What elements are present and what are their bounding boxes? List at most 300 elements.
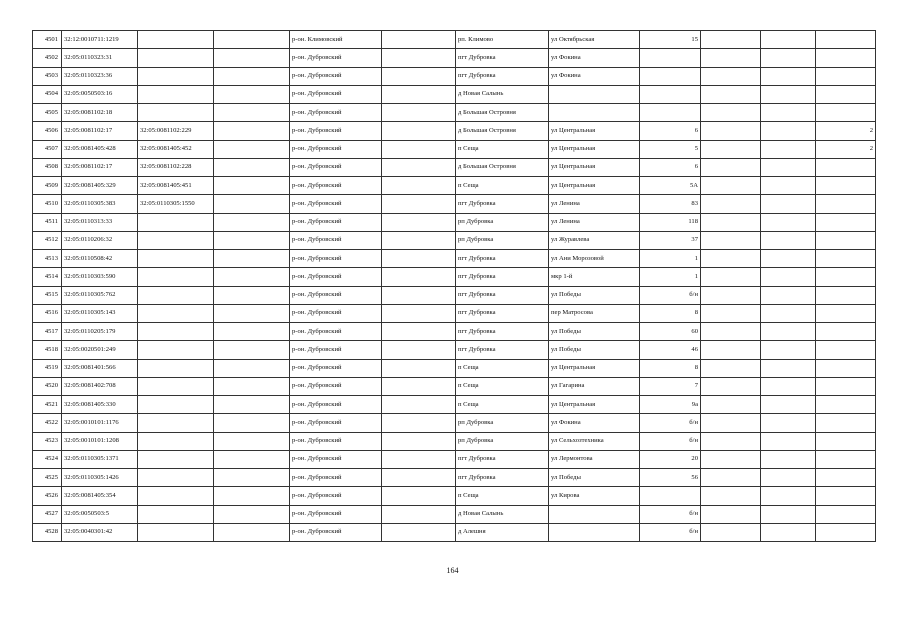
- empty-col-cell: [214, 158, 290, 176]
- table-row: [33, 104, 876, 122]
- extra-col-2-cell: [761, 85, 816, 103]
- locality-cell: п Сеща: [456, 140, 549, 158]
- parent-cadastral-number-cell: [138, 250, 214, 268]
- empty-col-2-cell: [382, 67, 456, 85]
- parent-cadastral-number-cell: [138, 377, 214, 395]
- house-number-cell: 20: [640, 450, 701, 468]
- cadastral-number-cell: 32:05:0081405:354: [62, 487, 138, 505]
- district-cell: р-он. Дубровский: [290, 122, 382, 140]
- house-number-cell: 83: [640, 195, 701, 213]
- district-cell: р-он. Дубровский: [290, 104, 382, 122]
- house-number-cell: 6: [640, 122, 701, 140]
- street-cell: ул Ани Морозовой: [549, 250, 640, 268]
- table-row: [33, 85, 876, 103]
- empty-col-2-cell: [382, 359, 456, 377]
- locality-cell: пгт Дубровка: [456, 286, 549, 304]
- empty-col-2-cell: [382, 523, 456, 541]
- table-row: [33, 268, 876, 286]
- empty-col-2-cell: [382, 432, 456, 450]
- cadastral-number-cell: 32:05:0050503:5: [62, 505, 138, 523]
- extra-col-1-cell: [701, 85, 761, 103]
- house-number-cell: 6: [640, 158, 701, 176]
- table-row: [33, 140, 876, 158]
- locality-cell: пгт Дубровка: [456, 304, 549, 322]
- extra-col-3-cell: [816, 414, 876, 432]
- extra-col-2-cell: [761, 122, 816, 140]
- district-cell: р-он. Дубровский: [290, 469, 382, 487]
- row-number-cell: 4522: [33, 414, 62, 432]
- extra-col-2-cell: [761, 432, 816, 450]
- empty-col-2-cell: [382, 31, 456, 49]
- parent-cadastral-number-cell: [138, 469, 214, 487]
- row-number-cell: 4515: [33, 286, 62, 304]
- parent-cadastral-number-cell: [138, 359, 214, 377]
- table-row: [33, 67, 876, 85]
- empty-col-cell: [214, 85, 290, 103]
- empty-col-2-cell: [382, 286, 456, 304]
- extra-col-1-cell: [701, 31, 761, 49]
- extra-col-1-cell: [701, 523, 761, 541]
- locality-cell: пгт Дубровка: [456, 49, 549, 67]
- extra-col-2-cell: [761, 359, 816, 377]
- district-cell: р-он. Дубровский: [290, 341, 382, 359]
- house-number-cell: 9а: [640, 396, 701, 414]
- empty-col-2-cell: [382, 231, 456, 249]
- cadastral-number-cell: 32:12:0010711:1219: [62, 31, 138, 49]
- empty-col-cell: [214, 450, 290, 468]
- row-number-cell: 4523: [33, 432, 62, 450]
- extra-col-1-cell: [701, 177, 761, 195]
- house-number-cell: 7: [640, 377, 701, 395]
- extra-col-3-cell: [816, 304, 876, 322]
- empty-col-cell: [214, 414, 290, 432]
- extra-col-3-cell: [816, 49, 876, 67]
- row-number-cell: 4501: [33, 31, 62, 49]
- house-number-cell: 56: [640, 469, 701, 487]
- row-number-cell: 4505: [33, 104, 62, 122]
- district-cell: р-он. Дубровский: [290, 432, 382, 450]
- extra-col-2-cell: [761, 323, 816, 341]
- registry-table-wrapper: [32, 30, 876, 542]
- extra-col-1-cell: [701, 158, 761, 176]
- district-cell: р-он. Дубровский: [290, 195, 382, 213]
- extra-col-2-cell: [761, 286, 816, 304]
- empty-col-2-cell: [382, 323, 456, 341]
- locality-cell: пгт Дубровка: [456, 250, 549, 268]
- extra-col-1-cell: [701, 67, 761, 85]
- street-cell: ул Фокина: [549, 414, 640, 432]
- empty-col-cell: [214, 104, 290, 122]
- empty-col-2-cell: [382, 85, 456, 103]
- cadastral-number-cell: 32:05:0110305:143: [62, 304, 138, 322]
- empty-col-cell: [214, 31, 290, 49]
- district-cell: р-он. Дубровский: [290, 49, 382, 67]
- empty-col-2-cell: [382, 414, 456, 432]
- cadastral-number-cell: 32:05:0081402:708: [62, 377, 138, 395]
- house-number-cell: б/н: [640, 286, 701, 304]
- extra-col-2-cell: [761, 377, 816, 395]
- extra-col-2-cell: [761, 231, 816, 249]
- locality-cell: д Большая Островня: [456, 158, 549, 176]
- empty-col-cell: [214, 195, 290, 213]
- extra-col-2-cell: [761, 414, 816, 432]
- table-row: [33, 323, 876, 341]
- empty-col-cell: [214, 377, 290, 395]
- table-row: [33, 487, 876, 505]
- table-row: [33, 341, 876, 359]
- empty-col-2-cell: [382, 177, 456, 195]
- table-row: [33, 469, 876, 487]
- locality-cell: пгт Дубровка: [456, 469, 549, 487]
- extra-col-1-cell: [701, 49, 761, 67]
- extra-col-3-cell: [816, 450, 876, 468]
- street-cell: [549, 104, 640, 122]
- extra-col-2-cell: [761, 140, 816, 158]
- locality-cell: пгт Дубровка: [456, 341, 549, 359]
- house-number-cell: б/н: [640, 432, 701, 450]
- house-number-cell: 1: [640, 268, 701, 286]
- house-number-cell: б/н: [640, 414, 701, 432]
- extra-col-1-cell: [701, 377, 761, 395]
- empty-col-2-cell: [382, 104, 456, 122]
- extra-col-3-cell: [816, 523, 876, 541]
- empty-col-2-cell: [382, 396, 456, 414]
- row-number-cell: 4509: [33, 177, 62, 195]
- district-cell: р-он. Дубровский: [290, 158, 382, 176]
- extra-col-1-cell: [701, 304, 761, 322]
- cadastral-number-cell: 32:05:0110323:31: [62, 49, 138, 67]
- extra-col-2-cell: [761, 341, 816, 359]
- cadastral-number-cell: 32:05:0110305:1426: [62, 469, 138, 487]
- street-cell: пер Матросова: [549, 304, 640, 322]
- extra-col-2-cell: [761, 195, 816, 213]
- extra-col-1-cell: [701, 396, 761, 414]
- house-number-cell: 8: [640, 359, 701, 377]
- row-number-cell: 4524: [33, 450, 62, 468]
- extra-col-1-cell: [701, 140, 761, 158]
- empty-col-2-cell: [382, 304, 456, 322]
- street-cell: ул Центральная: [549, 177, 640, 195]
- empty-col-2-cell: [382, 158, 456, 176]
- locality-cell: д Алешня: [456, 523, 549, 541]
- district-cell: р-он. Дубровский: [290, 359, 382, 377]
- district-cell: р-он. Дубровский: [290, 268, 382, 286]
- empty-col-2-cell: [382, 450, 456, 468]
- extra-col-2-cell: [761, 67, 816, 85]
- extra-col-1-cell: [701, 231, 761, 249]
- table-row: [33, 359, 876, 377]
- cadastral-number-cell: 32:05:0110305:383: [62, 195, 138, 213]
- district-cell: р-он. Дубровский: [290, 67, 382, 85]
- house-number-cell: б/н: [640, 505, 701, 523]
- cadastral-number-cell: 32:05:0081405:330: [62, 396, 138, 414]
- street-cell: ул Победы: [549, 323, 640, 341]
- empty-col-2-cell: [382, 195, 456, 213]
- street-cell: [549, 523, 640, 541]
- parent-cadastral-number-cell: [138, 432, 214, 450]
- extra-col-1-cell: [701, 286, 761, 304]
- extra-col-3-cell: [816, 432, 876, 450]
- street-cell: мкр 1-й: [549, 268, 640, 286]
- cadastral-number-cell: 32:05:0040301:42: [62, 523, 138, 541]
- cadastral-number-cell: 32:05:0081405:428: [62, 140, 138, 158]
- locality-cell: пгт Дубровка: [456, 67, 549, 85]
- table-row: [33, 304, 876, 322]
- parent-cadastral-number-cell: [138, 304, 214, 322]
- parent-cadastral-number-cell: 32:05:0110305:1550: [138, 195, 214, 213]
- house-number-cell: 37: [640, 231, 701, 249]
- parent-cadastral-number-cell: 32:05:0081102:228: [138, 158, 214, 176]
- extra-col-1-cell: [701, 414, 761, 432]
- empty-col-2-cell: [382, 505, 456, 523]
- street-cell: ул Центральная: [549, 359, 640, 377]
- row-number-cell: 4508: [33, 158, 62, 176]
- cadastral-number-cell: 32:05:0110205:179: [62, 323, 138, 341]
- street-cell: ул Победы: [549, 341, 640, 359]
- parent-cadastral-number-cell: [138, 341, 214, 359]
- empty-col-cell: [214, 523, 290, 541]
- district-cell: р-он. Дубровский: [290, 377, 382, 395]
- extra-col-1-cell: [701, 450, 761, 468]
- extra-col-2-cell: [761, 104, 816, 122]
- cadastral-number-cell: 32:05:0020501:249: [62, 341, 138, 359]
- locality-cell: рп Дубровка: [456, 231, 549, 249]
- district-cell: р-он. Дубровский: [290, 450, 382, 468]
- cadastral-number-cell: 32:05:0110206:32: [62, 231, 138, 249]
- extra-col-3-cell: [816, 377, 876, 395]
- extra-col-1-cell: [701, 104, 761, 122]
- empty-col-cell: [214, 140, 290, 158]
- row-number-cell: 4502: [33, 49, 62, 67]
- extra-col-3-cell: [816, 67, 876, 85]
- extra-col-3-cell: [816, 85, 876, 103]
- street-cell: ул Журавлева: [549, 231, 640, 249]
- table-row: [33, 505, 876, 523]
- empty-col-cell: [214, 469, 290, 487]
- cadastral-number-cell: 32:05:0110508:42: [62, 250, 138, 268]
- locality-cell: п Сеща: [456, 487, 549, 505]
- cadastral-number-cell: 32:05:0081401:566: [62, 359, 138, 377]
- extra-col-3-cell: [816, 31, 876, 49]
- locality-cell: рп Дубровка: [456, 414, 549, 432]
- empty-col-2-cell: [382, 122, 456, 140]
- extra-col-1-cell: [701, 432, 761, 450]
- table-row: [33, 377, 876, 395]
- empty-col-2-cell: [382, 213, 456, 231]
- extra-col-3-cell: [816, 250, 876, 268]
- extra-col-3-cell: [816, 359, 876, 377]
- district-cell: р-он. Дубровский: [290, 323, 382, 341]
- extra-col-3-cell: 2: [816, 140, 876, 158]
- empty-col-cell: [214, 304, 290, 322]
- row-number-cell: 4512: [33, 231, 62, 249]
- street-cell: ул Фокина: [549, 67, 640, 85]
- house-number-cell: 46: [640, 341, 701, 359]
- house-number-cell: 5А: [640, 177, 701, 195]
- extra-col-3-cell: [816, 213, 876, 231]
- street-cell: ул Октябрьская: [549, 31, 640, 49]
- extra-col-1-cell: [701, 268, 761, 286]
- table-row: [33, 122, 876, 140]
- table-row: [33, 414, 876, 432]
- house-number-cell: [640, 67, 701, 85]
- house-number-cell: [640, 85, 701, 103]
- empty-col-cell: [214, 67, 290, 85]
- street-cell: ул Ленина: [549, 195, 640, 213]
- extra-col-2-cell: [761, 469, 816, 487]
- locality-cell: п Сеща: [456, 377, 549, 395]
- parent-cadastral-number-cell: 32:05:0081405:451: [138, 177, 214, 195]
- extra-col-2-cell: [761, 450, 816, 468]
- house-number-cell: 60: [640, 323, 701, 341]
- row-number-cell: 4507: [33, 140, 62, 158]
- table-body: [33, 31, 876, 542]
- parent-cadastral-number-cell: 32:05:0081405:452: [138, 140, 214, 158]
- extra-col-2-cell: [761, 505, 816, 523]
- empty-col-cell: [214, 505, 290, 523]
- empty-col-2-cell: [382, 377, 456, 395]
- parent-cadastral-number-cell: [138, 231, 214, 249]
- extra-col-3-cell: [816, 268, 876, 286]
- cadastral-number-cell: 32:05:0110305:1371: [62, 450, 138, 468]
- street-cell: ул Центральная: [549, 122, 640, 140]
- row-number-cell: 4527: [33, 505, 62, 523]
- extra-col-1-cell: [701, 323, 761, 341]
- row-number-cell: 4504: [33, 85, 62, 103]
- extra-col-2-cell: [761, 177, 816, 195]
- empty-col-2-cell: [382, 268, 456, 286]
- table-row: [33, 158, 876, 176]
- district-cell: р-он. Дубровский: [290, 231, 382, 249]
- table-row: [33, 177, 876, 195]
- extra-col-2-cell: [761, 304, 816, 322]
- row-number-cell: 4518: [33, 341, 62, 359]
- row-number-cell: 4519: [33, 359, 62, 377]
- locality-cell: рп Дубровка: [456, 432, 549, 450]
- street-cell: ул Ленина: [549, 213, 640, 231]
- extra-col-2-cell: [761, 158, 816, 176]
- parent-cadastral-number-cell: [138, 450, 214, 468]
- district-cell: р-он. Дубровский: [290, 304, 382, 322]
- table-row: [33, 432, 876, 450]
- empty-col-cell: [214, 359, 290, 377]
- empty-col-cell: [214, 341, 290, 359]
- extra-col-2-cell: [761, 268, 816, 286]
- house-number-cell: 118: [640, 213, 701, 231]
- parent-cadastral-number-cell: [138, 85, 214, 103]
- row-number-cell: 4521: [33, 396, 62, 414]
- empty-col-cell: [214, 250, 290, 268]
- extra-col-3-cell: [816, 231, 876, 249]
- extra-col-2-cell: [761, 250, 816, 268]
- row-number-cell: 4514: [33, 268, 62, 286]
- house-number-cell: [640, 49, 701, 67]
- extra-col-3-cell: 2: [816, 122, 876, 140]
- empty-col-cell: [214, 49, 290, 67]
- street-cell: [549, 505, 640, 523]
- empty-col-2-cell: [382, 487, 456, 505]
- row-number-cell: 4520: [33, 377, 62, 395]
- parent-cadastral-number-cell: [138, 487, 214, 505]
- district-cell: р-он. Дубровский: [290, 213, 382, 231]
- extra-col-3-cell: [816, 341, 876, 359]
- locality-cell: д Новая Салынь: [456, 85, 549, 103]
- row-number-cell: 4526: [33, 487, 62, 505]
- district-cell: р-он. Климовский: [290, 31, 382, 49]
- parent-cadastral-number-cell: [138, 505, 214, 523]
- empty-col-2-cell: [382, 341, 456, 359]
- district-cell: р-он. Дубровский: [290, 487, 382, 505]
- street-cell: ул Победы: [549, 286, 640, 304]
- table-row: [33, 231, 876, 249]
- extra-col-2-cell: [761, 523, 816, 541]
- extra-col-2-cell: [761, 396, 816, 414]
- table-row: [33, 250, 876, 268]
- extra-col-2-cell: [761, 487, 816, 505]
- cadastral-number-cell: 32:05:0110303:590: [62, 268, 138, 286]
- street-cell: ул Центральная: [549, 140, 640, 158]
- parent-cadastral-number-cell: [138, 286, 214, 304]
- house-number-cell: б/н: [640, 523, 701, 541]
- empty-col-cell: [214, 323, 290, 341]
- row-number-cell: 4503: [33, 67, 62, 85]
- street-cell: ул Фокина: [549, 49, 640, 67]
- parent-cadastral-number-cell: [138, 67, 214, 85]
- extra-col-2-cell: [761, 213, 816, 231]
- extra-col-3-cell: [816, 396, 876, 414]
- empty-col-2-cell: [382, 49, 456, 67]
- district-cell: р-он. Дубровский: [290, 396, 382, 414]
- row-number-cell: 4525: [33, 469, 62, 487]
- row-number-cell: 4510: [33, 195, 62, 213]
- street-cell: ул Победы: [549, 469, 640, 487]
- district-cell: р-он. Дубровский: [290, 286, 382, 304]
- cadastral-number-cell: 32:05:0050503:16: [62, 85, 138, 103]
- empty-col-cell: [214, 268, 290, 286]
- empty-col-2-cell: [382, 140, 456, 158]
- district-cell: р-он. Дубровский: [290, 414, 382, 432]
- house-number-cell: 5: [640, 140, 701, 158]
- extra-col-3-cell: [816, 469, 876, 487]
- table-row: [33, 213, 876, 231]
- locality-cell: рп Дубровка: [456, 213, 549, 231]
- extra-col-3-cell: [816, 158, 876, 176]
- row-number-cell: 4506: [33, 122, 62, 140]
- table-row: [33, 286, 876, 304]
- parent-cadastral-number-cell: [138, 213, 214, 231]
- parent-cadastral-number-cell: [138, 396, 214, 414]
- district-cell: р-он. Дубровский: [290, 177, 382, 195]
- locality-cell: д Большая Островня: [456, 104, 549, 122]
- extra-col-1-cell: [701, 469, 761, 487]
- locality-cell: пгт Дубровка: [456, 450, 549, 468]
- locality-cell: п Сеща: [456, 177, 549, 195]
- cadastral-number-cell: 32:05:0110313:33: [62, 213, 138, 231]
- parent-cadastral-number-cell: [138, 104, 214, 122]
- locality-cell: п Сеща: [456, 359, 549, 377]
- table-row: [33, 523, 876, 541]
- parent-cadastral-number-cell: [138, 268, 214, 286]
- locality-cell: д Большая Островня: [456, 122, 549, 140]
- row-number-cell: 4513: [33, 250, 62, 268]
- extra-col-2-cell: [761, 31, 816, 49]
- parent-cadastral-number-cell: [138, 323, 214, 341]
- extra-col-3-cell: [816, 487, 876, 505]
- row-number-cell: 4528: [33, 523, 62, 541]
- parent-cadastral-number-cell: [138, 414, 214, 432]
- empty-col-cell: [214, 432, 290, 450]
- table-row: [33, 396, 876, 414]
